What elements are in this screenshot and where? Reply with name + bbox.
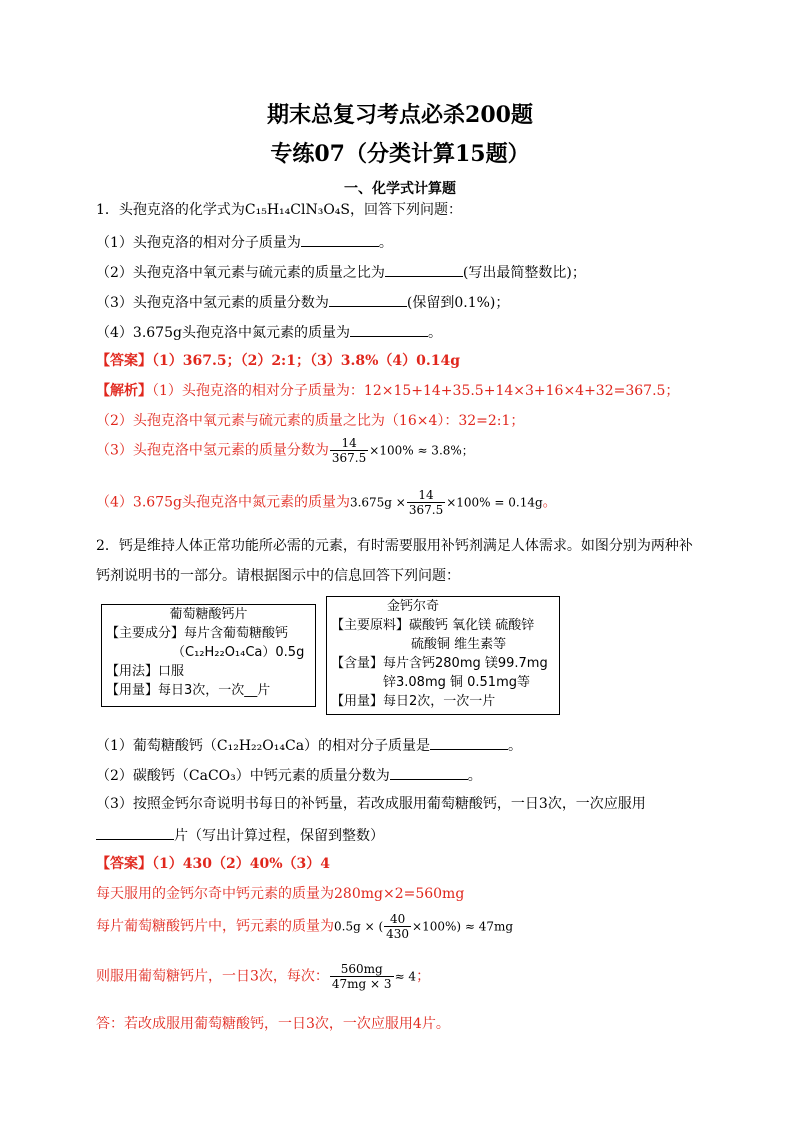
q2-part3-cont: 片（写出计算过程，保留到整数） (96, 825, 384, 845)
q1-analysis-1: 【解析】（1）头孢克洛的相对分子质量为：12×15+14+35.5+14×3+16×4+32=367.5； (96, 383, 680, 399)
q1-analysis-2: （2）头孢克洛中氧元素与硫元素的质量之比为（16×4）：32=2:1； (96, 413, 525, 429)
q1-part2: （2）头孢克洛中氧元素与硫元素的质量之比为 (写出最简整数比)； (96, 262, 586, 282)
answer-blank (96, 825, 174, 840)
q2-answer: 【答案】（1）430（2）40%（3）4 (96, 856, 330, 872)
page-title: 期末总复习考点必杀200题 (267, 102, 533, 128)
section-heading: 一、化学式计算题 (344, 181, 456, 197)
fraction: $\frac{560mg}{47mg \times 3}$ (331, 962, 392, 991)
q1-part1: （1）头孢克洛的相对分子质量为 。 (96, 232, 393, 252)
answer-blank (430, 735, 508, 750)
q1-stem: 1．头孢克洛的化学式为C₁₅H₁₄ClN₃O₄S，回答下列问题： (96, 202, 463, 218)
answer-blank (390, 765, 468, 780)
answer-blank (301, 232, 379, 247)
q1-part3: （3）头孢克洛中氢元素的质量分数为 (保留到0.1%)； (96, 292, 509, 312)
q1-analysis-4: （4）3.675g头孢克洛中氮元素的质量为3.675g × $\frac{14}{367.5}$ ×100% = 0.14g。 (96, 488, 557, 517)
calcium-gluconate-label: 葡萄糖酸钙片 【主要成分】每片含葡萄糖酸钙 （C₁₂H₂₂O₁₄Ca）0.5g 【用法】口服 【用量】每日3次，一次__片 (101, 604, 316, 707)
q2-part2: （2）碳酸钙（CaCO₃）中钙元素的质量分数为 。 (96, 765, 482, 785)
answer-blank (385, 262, 463, 277)
fraction: $\frac{14}{367.5}$ (408, 488, 444, 517)
fraction: $\frac{40}{430}$ (386, 912, 410, 941)
gold-calcium-label: 金钙尔奇 【主要原料】碳酸钙 氧化镁 硫酸锌 硫酸铜 维生素等 【含量】每片含钙280mg 镁99.7mg 锌3.08mg 铜 0.51mg等 【用量】每日2次，一次一片 (326, 596, 560, 715)
q1-part4: （4）3.675g头孢克洛中氮元素的质量为 。 (96, 322, 442, 342)
q2-solution-3: 则服用葡萄糖钙片，一日3次，每次： $\frac{560mg}{47mg \times 3}$ ≈ 4； (96, 962, 431, 991)
q2-part3: （3）按照金钙尔奇说明书每日的补钙量，若改成服用葡萄糖酸钙，一日3次，一次应服用 (96, 796, 646, 812)
q1-answer: 【答案】（1）367.5；（2）2:1；（3）3.8%（4）0.14g (96, 353, 460, 369)
answer-blank (350, 322, 428, 337)
q2-solution-4: 答：若改成服用葡萄糖酸钙，一日3次，一次应服用4片。 (96, 1016, 450, 1032)
q2-stem-line1: 2．钙是维持人体正常功能所必需的元素，有时需要服用补钙剂满足人体需求。如图分别为两种补 (96, 538, 693, 554)
page-subtitle: 专练07（分类计算15题） (270, 141, 530, 167)
q2-part1: （1）葡萄糖酸钙（C₁₂H₂₂O₁₄Ca）的相对分子质量是 。 (96, 735, 522, 755)
q2-solution-2: 每片葡萄糖酸钙片中，钙元素的质量为0.5g × ( $\frac{40}{430}$ ×100%) ≈ 47mg (96, 912, 514, 941)
q2-stem-line2: 钙剂说明书的一部分。请根据图示中的信息回答下列问题： (96, 568, 460, 584)
fraction: $\frac{14}{367.5}$ (331, 436, 367, 465)
q1-analysis-3: （3）头孢克洛中氢元素的质量分数为 $\frac{14}{367.5}$ ×100% ≈ 3.8%； (96, 436, 474, 465)
answer-blank (329, 292, 407, 307)
q2-solution-1: 每天服用的金钙尔奇中钙元素的质量为280mg×2=560mg (96, 886, 465, 902)
